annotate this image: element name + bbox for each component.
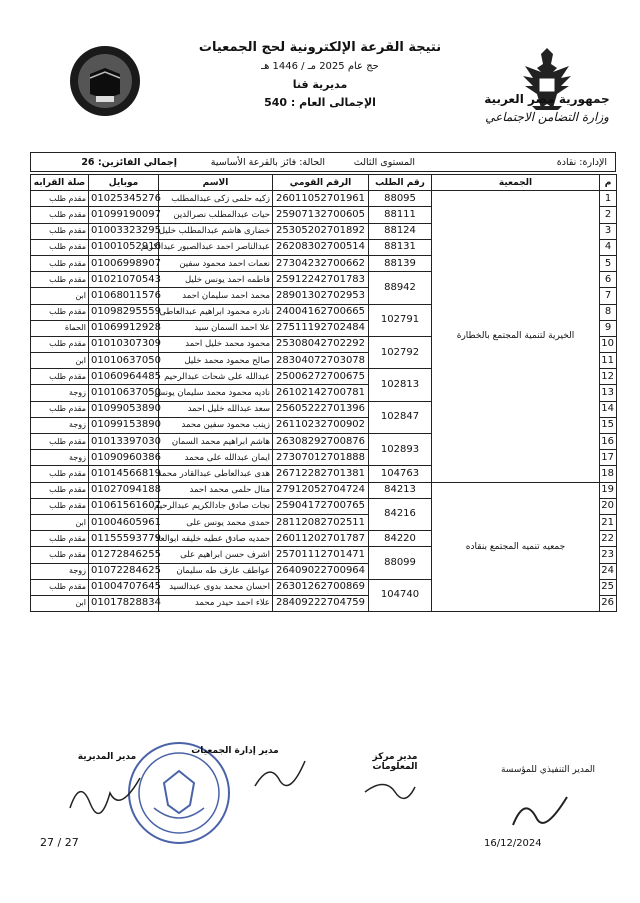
mobile-number: 01098295559 bbox=[89, 304, 159, 320]
national-id: 27511192702484 bbox=[273, 320, 369, 336]
results-table bbox=[30, 174, 617, 612]
request-number: 88131 bbox=[369, 239, 432, 255]
row-index: 13 bbox=[600, 385, 617, 401]
relation: مقدم طلب bbox=[31, 531, 89, 547]
national-id: 26409022700964 bbox=[273, 563, 369, 579]
row-index: 3 bbox=[600, 223, 617, 239]
relation: مقدم طلب bbox=[31, 336, 89, 352]
handwritten-signature-icon bbox=[250, 756, 310, 796]
admin-label: الإدارة: نقادة bbox=[556, 157, 607, 168]
national-id: 27307012701888 bbox=[273, 450, 369, 466]
table-row bbox=[31, 191, 617, 207]
request-number: 104740 bbox=[369, 579, 432, 611]
national-id: 26011052701961 bbox=[273, 191, 369, 207]
ministry-name: وزارة التضامن الاجتماعي bbox=[485, 110, 609, 124]
national-id: 27304232700662 bbox=[273, 255, 369, 271]
mobile-number: 01004605961 bbox=[89, 514, 159, 530]
col-relation: صلة القرابه bbox=[31, 175, 89, 191]
person-name: ناديه محمود محمد سليمان يونس bbox=[159, 385, 273, 401]
mobile-number: 01013397030 bbox=[89, 434, 159, 450]
level-label: المستوى الثالث bbox=[353, 157, 415, 168]
table-header-row bbox=[31, 175, 617, 191]
mobile-number: 01010637050 bbox=[89, 385, 159, 401]
national-id: 28304072703078 bbox=[273, 353, 369, 369]
filter-info-bar bbox=[30, 152, 616, 172]
national-id: 25701112701471 bbox=[273, 547, 369, 563]
mobile-number: 01010307309 bbox=[89, 336, 159, 352]
national-id: 27912052704724 bbox=[273, 482, 369, 498]
row-index: 14 bbox=[600, 401, 617, 417]
person-name: صالح محمود محمد خليل bbox=[159, 353, 273, 369]
mobile-number: 01155593779 bbox=[89, 531, 159, 547]
person-name: منال حلمى محمد احمد bbox=[159, 482, 273, 498]
request-number: 102792 bbox=[369, 336, 432, 368]
national-id: 28112082702511 bbox=[273, 514, 369, 530]
mobile-number: 01272846255 bbox=[89, 547, 159, 563]
row-index: 23 bbox=[600, 547, 617, 563]
society-cell: جمعيه تنميه المجتمع بنقاده bbox=[432, 482, 600, 612]
mobile-number: 01003323295 bbox=[89, 223, 159, 239]
person-name: نجات صادق جادالكريم عبدالرحيم bbox=[159, 498, 273, 514]
relation: مقدم طلب bbox=[31, 369, 89, 385]
person-name: خضارى هاشم عبدالمطلب خليل bbox=[159, 223, 273, 239]
mobile-number: 01090960386 bbox=[89, 450, 159, 466]
society-cell: الخيرية لتنمية المجتمع بالخطارة bbox=[432, 191, 600, 482]
national-id: 25605222701396 bbox=[273, 401, 369, 417]
mobile-number: 01006998907 bbox=[89, 255, 159, 271]
relation: مقدم طلب bbox=[31, 207, 89, 223]
relation: ابن bbox=[31, 353, 89, 369]
national-id: 25907132700605 bbox=[273, 207, 369, 223]
relation: مقدم طلب bbox=[31, 223, 89, 239]
person-name: محمد احمد سليمان احمد bbox=[159, 288, 273, 304]
row-index: 5 bbox=[600, 255, 617, 271]
row-index: 21 bbox=[600, 514, 617, 530]
row-index: 19 bbox=[600, 482, 617, 498]
national-id: 26301262700869 bbox=[273, 579, 369, 595]
national-id: 26712282701381 bbox=[273, 466, 369, 482]
relation: مقدم طلب bbox=[31, 547, 89, 563]
person-name: عبدالناصر احمد عبدالصبور عبدالكريم bbox=[159, 239, 273, 255]
page-number: 27 / 27 bbox=[40, 836, 79, 849]
person-name: عواطف عارف طه سليمان bbox=[159, 563, 273, 579]
relation: مقدم طلب bbox=[31, 304, 89, 320]
mobile-number: 01025345276 bbox=[89, 191, 159, 207]
relation: مقدم طلب bbox=[31, 482, 89, 498]
request-number: 88111 bbox=[369, 207, 432, 223]
row-index: 22 bbox=[600, 531, 617, 547]
request-number: 84213 bbox=[369, 482, 432, 498]
row-index: 4 bbox=[600, 239, 617, 255]
signature-associations: مدير إدارة الجمعيات bbox=[191, 746, 279, 756]
row-index: 15 bbox=[600, 417, 617, 433]
national-id: 26102142700781 bbox=[273, 385, 369, 401]
request-number: 88124 bbox=[369, 223, 432, 239]
person-name: هدى عبدالعاطى عبدالقادر محمد bbox=[159, 466, 273, 482]
person-name: اشرف حسن ابراهيم على bbox=[159, 547, 273, 563]
mobile-number: 01061561607 bbox=[89, 498, 159, 514]
person-name: حيات عبدالمطلب نصرالدين bbox=[159, 207, 273, 223]
person-name: عبدالله على شحات عبدالرحيم bbox=[159, 369, 273, 385]
national-id: 25912242701783 bbox=[273, 272, 369, 288]
person-name: فاطمه احمد يونس خليل bbox=[159, 272, 273, 288]
mobile-number: 01099153890 bbox=[89, 417, 159, 433]
mobile-number: 01017828834 bbox=[89, 595, 159, 611]
request-number: 88942 bbox=[369, 272, 432, 304]
mobile-number: 01014566819 bbox=[89, 466, 159, 482]
request-number: 104763 bbox=[369, 466, 432, 482]
mobile-number: 01069912928 bbox=[89, 320, 159, 336]
request-number: 102791 bbox=[369, 304, 432, 336]
row-index: 10 bbox=[600, 336, 617, 352]
person-name: نعمات احمد محمود سفين bbox=[159, 255, 273, 271]
national-id: 28409222704759 bbox=[273, 595, 369, 611]
mobile-number: 01068011576 bbox=[89, 288, 159, 304]
kaaba-seal-icon bbox=[68, 44, 142, 118]
national-id: 25305202701892 bbox=[273, 223, 369, 239]
status-label: الحالة: فائز بالقرعة الأساسية bbox=[210, 157, 325, 168]
national-id: 26208302700514 bbox=[273, 239, 369, 255]
handwritten-signature-icon bbox=[60, 768, 150, 818]
row-index: 1 bbox=[600, 191, 617, 207]
handwritten-signature-icon bbox=[360, 772, 420, 802]
relation: مقدم طلب bbox=[31, 401, 89, 417]
handwritten-signature-icon bbox=[505, 790, 575, 835]
relation: مقدم طلب bbox=[31, 466, 89, 482]
person-name: زكيه حلمى زكى عبدالمطلب bbox=[159, 191, 273, 207]
mobile-number: 01021070543 bbox=[89, 272, 159, 288]
relation: مقدم طلب bbox=[31, 498, 89, 514]
relation: زوجة bbox=[31, 563, 89, 579]
col-mobile: موبايل bbox=[89, 175, 159, 191]
request-number: 102893 bbox=[369, 434, 432, 466]
row-index: 24 bbox=[600, 563, 617, 579]
mobile-number: 01072284625 bbox=[89, 563, 159, 579]
mobile-number: 01001052916 bbox=[89, 239, 159, 255]
row-index: 7 bbox=[600, 288, 617, 304]
table-row bbox=[31, 482, 617, 498]
relation: مقدم طلب bbox=[31, 255, 89, 271]
mobile-number: 01004707645 bbox=[89, 579, 159, 595]
national-id: 25904172700765 bbox=[273, 498, 369, 514]
document-title: نتيجة القرعة الإلكترونية لحج الجمعيات bbox=[198, 40, 442, 55]
relation: مقدم طلب bbox=[31, 434, 89, 450]
relation: مقدم طلب bbox=[31, 239, 89, 255]
relation: مقدم طلب bbox=[31, 272, 89, 288]
row-index: 9 bbox=[600, 320, 617, 336]
relation: زوجة bbox=[31, 385, 89, 401]
request-number: 88139 bbox=[369, 255, 432, 271]
document-date: 16/12/2024 bbox=[484, 838, 542, 849]
relation: ابن bbox=[31, 514, 89, 530]
grand-total: الإجمالى العام : 540 bbox=[264, 96, 376, 109]
government-name: جمهورية مصر العربية bbox=[484, 92, 610, 106]
request-number: 88095 bbox=[369, 191, 432, 207]
row-index: 6 bbox=[600, 272, 617, 288]
national-id: 26110232700902 bbox=[273, 417, 369, 433]
national-id: 25006272700675 bbox=[273, 369, 369, 385]
national-id: 26011202701787 bbox=[273, 531, 369, 547]
col-idx: م bbox=[600, 175, 617, 191]
row-index: 8 bbox=[600, 304, 617, 320]
row-index: 2 bbox=[600, 207, 617, 223]
person-name: علاء احمد حيدر محمد bbox=[159, 595, 273, 611]
relation: زوجة bbox=[31, 417, 89, 433]
row-index: 20 bbox=[600, 498, 617, 514]
person-name: حمديه صادق عطيه خليفه ابوالعلا bbox=[159, 531, 273, 547]
row-index: 25 bbox=[600, 579, 617, 595]
mobile-number: 01099190097 bbox=[89, 207, 159, 223]
person-name: ايمان عبدالله على محمد bbox=[159, 450, 273, 466]
national-id: 24004162700665 bbox=[273, 304, 369, 320]
person-name: هاشم ابراهيم محمد السمان bbox=[159, 434, 273, 450]
person-name: احسان محمد بدوى عبدالسيد bbox=[159, 579, 273, 595]
mobile-number: 01010637050 bbox=[89, 353, 159, 369]
row-index: 18 bbox=[600, 466, 617, 482]
national-id: 25308042702292 bbox=[273, 336, 369, 352]
relation: ابن bbox=[31, 288, 89, 304]
mobile-number: 01099053890 bbox=[89, 401, 159, 417]
relation: مقدم طلب bbox=[31, 579, 89, 595]
national-id: 26308292700876 bbox=[273, 434, 369, 450]
row-index: 16 bbox=[600, 434, 617, 450]
request-number: 102813 bbox=[369, 369, 432, 401]
directorate-label: مديرية قنا bbox=[292, 78, 348, 91]
signature-executive: المدير التنفيذي للمؤسسة bbox=[500, 765, 596, 775]
person-name: سعد عبدالله خليل احمد bbox=[159, 401, 273, 417]
signature-directorate: مدير المديرية bbox=[77, 752, 137, 762]
col-society: الجمعية bbox=[432, 175, 600, 191]
person-name: علا احمد السمان سيد bbox=[159, 320, 273, 336]
person-name: حمدى محمد يونس على bbox=[159, 514, 273, 530]
relation: مقدم طلب bbox=[31, 191, 89, 207]
person-name: نادره محمود ابراهيم عبدالعاطى bbox=[159, 304, 273, 320]
col-name: الاسم bbox=[159, 175, 273, 191]
request-number: 84216 bbox=[369, 498, 432, 530]
row-index: 12 bbox=[600, 369, 617, 385]
mobile-number: 01060964485 bbox=[89, 369, 159, 385]
winners-count: إجمالي الفائزين: 26 bbox=[81, 157, 177, 168]
request-number: 84220 bbox=[369, 531, 432, 547]
person-name: محمود محمد خليل احمد bbox=[159, 336, 273, 352]
table-body bbox=[31, 191, 617, 612]
signature-info-center: مدير مركز المعلومات bbox=[372, 752, 418, 772]
row-index: 11 bbox=[600, 353, 617, 369]
document-subtitle: حج عام 2025 مـ / 1446 هـ bbox=[261, 61, 379, 72]
person-name: زينب محمود سفين محمد bbox=[159, 417, 273, 433]
mobile-number: 01027094188 bbox=[89, 482, 159, 498]
relation: ابن bbox=[31, 595, 89, 611]
col-request: رقم الطلب bbox=[369, 175, 432, 191]
request-number: 88099 bbox=[369, 547, 432, 579]
relation: زوجة bbox=[31, 450, 89, 466]
relation: الحماة bbox=[31, 320, 89, 336]
col-national-id: الرقم القومي bbox=[273, 175, 369, 191]
request-number: 102847 bbox=[369, 401, 432, 433]
row-index: 17 bbox=[600, 450, 617, 466]
row-index: 26 bbox=[600, 595, 617, 611]
national-id: 28901302702953 bbox=[273, 288, 369, 304]
